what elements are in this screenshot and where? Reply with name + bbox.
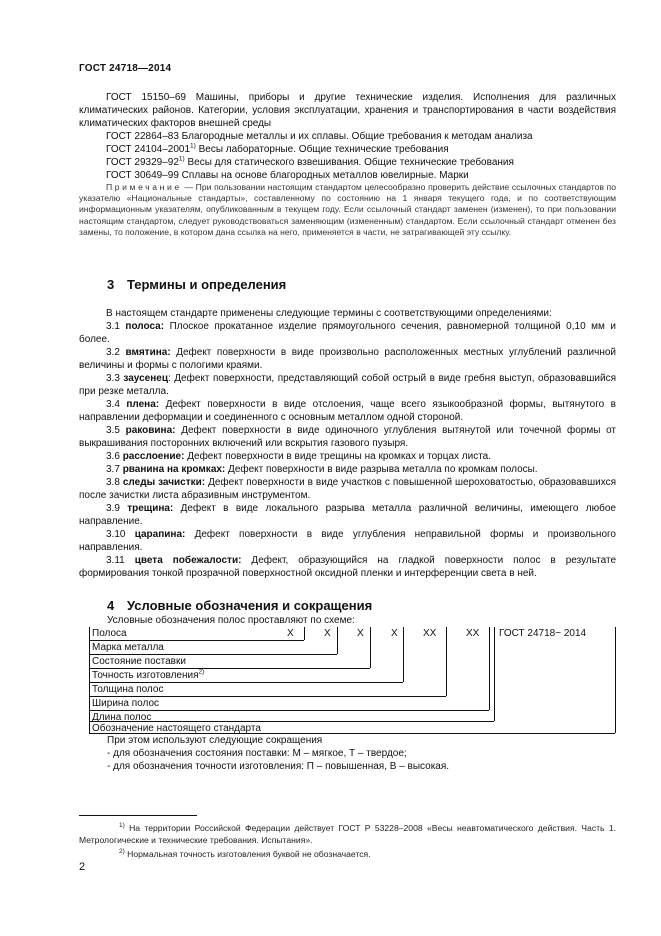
section-4-heading: 4 Условные обозначения и сокращения	[107, 598, 373, 613]
section-3-intro: В настоящем стандарте применены следующие термины с соответствующими определениями:	[106, 308, 552, 319]
document-header: ГОСТ 24718—2014	[79, 63, 172, 74]
scheme-row-width: Ширина полос	[92, 698, 160, 709]
scheme-row-accuracy: Точность изготовления$^{2)}$	[92, 668, 205, 681]
section-4-intro: Условные обозначения полос проставляют по схеме:	[107, 615, 355, 626]
note-paragraph: Примечание — При пользовании настоящим стандартом целесообразно проверить действие ссылочных стандартов по указателю «Национальные стандарты», составленному по состоянию на 1 января текущего года, и по соответствующим информационным указателям, опубликованным в текущем году. Если ссылочный стандарт заменен (изменен), то при пользовании настоящим стандартом, следует руководствоваться заменяющим (измененным) стандартом. Если ссылочный стандарт отменен без замены, то положение, в котором дана ссылка на него, применяется в части, не затрагивающей эту ссылку.	[79, 182, 616, 237]
reference-gost-22864: ГОСТ 22864–83 Благородные металлы и их сплавы. Общие требования к методам анализа	[106, 131, 533, 142]
scheme-vline-7	[494, 627, 495, 721]
scheme-standard-code: ГОСТ 24718− 2014	[499, 628, 587, 639]
scheme-line-strip	[89, 640, 304, 641]
reference-gost-24104: ГОСТ 24104–2001$^{1)}$ Весы лабораторные. Общие технические требования	[106, 142, 449, 155]
scheme-line-metal-grade	[89, 654, 337, 655]
scheme-left-border	[89, 627, 90, 733]
scheme-line-accuracy	[89, 682, 403, 683]
scheme-vline-2	[337, 627, 338, 654]
scheme-vline-6	[489, 627, 490, 710]
scheme-row-length: Длина полос	[92, 712, 152, 723]
reference-gost-30649: ГОСТ 30649–99 Сплавы на основе благородных металлов ювелирные. Марки	[106, 170, 469, 181]
section-3-heading: 3 Термины и определения	[107, 277, 287, 292]
scheme-code-3: X	[357, 628, 364, 639]
scheme-vline-1	[304, 627, 305, 640]
scheme-code-5: XX	[423, 628, 437, 639]
scheme-vline-5	[446, 627, 447, 696]
term-3-2: 3.2 вмятина: Дефект поверхности в виде произвольно расположенных местных углублений различной величины и формы с пологими краями.	[79, 347, 617, 371]
term-3-1: 3.1 полоса: Плоское прокатанное изделие прямоугольного сечения, равномерной толщиной 0,10 мм и более.	[79, 321, 616, 345]
scheme-right-border	[615, 627, 616, 733]
scheme-line-thickness	[89, 696, 446, 697]
term-3-9: 3.9 трещина: Дефект в виде локального разрыва металла различной величины, имеющего любое направление.	[79, 503, 616, 527]
term-3-5: 3.5 раковина: Дефект поверхности в виде одиночного углубления вытянутой или точечной формы от выкрашивания посторонних включений или вскрытия газового пузыря.	[79, 425, 616, 449]
scheme-line-width	[89, 710, 489, 711]
scheme-row-standard: Обозначение настоящего стандарта	[92, 723, 261, 734]
footnote-1: $^{1)}$ На территории Российской Федерации действует ГОСТ Р 53228–2008 «Весы неавтоматического действия. Часть 1. Метрологические и технические требования. Испытания».	[79, 822, 616, 845]
abbreviations-intro: При этом используют следующие сокращения	[107, 735, 323, 746]
reference-gost-29329: ГОСТ 29329–92$^{1)}$ Весы для статического взвешивания. Общие технические требования	[106, 155, 514, 168]
scheme-code-2: X	[324, 628, 331, 639]
term-3-7: 3.7 рванина на кромках: Дефект поверхности в виде разрыва металла по кромкам полосы.	[106, 464, 538, 475]
term-3-3: 3.3 заусенец: Дефект поверхности, представляющий собой острый в виде гребня выступ, образовавшийся при резке металла.	[79, 373, 616, 397]
term-3-11: 3.11 цвета побежалости: Дефект, образующийся на гладкой поверхности полос в результате формирования тонкой прозрачной поверхностной оксидной пленки и интерференции света в ней.	[79, 555, 617, 579]
scheme-row-delivery-state: Состояние поставки	[92, 656, 186, 667]
footnote-2: $^{2)}$ Нормальная точность изготовления буквой не обозначается.	[119, 848, 371, 859]
footnote-separator	[79, 815, 197, 816]
scheme-code-6: XX	[466, 628, 480, 639]
term-3-6: 3.6 расслоение: Дефект поверхности в виде трещины на кромках и торцах листа.	[106, 451, 492, 462]
scheme-row-thickness: Толщина полос	[92, 684, 164, 695]
scheme-row-metal-grade: Марка металла	[92, 642, 164, 653]
abbreviation-accuracy: - для обозначения точности изготовления: П – повышенная, В – высокая.	[107, 761, 450, 772]
scheme-vline-3	[370, 627, 371, 668]
term-3-4: 3.4 плена: Дефект поверхности в виде отслоения, чаще всего языкообразной формы, вытянутого в направлении деформации и соединенного с основным металлом одной стороной.	[79, 399, 616, 423]
scheme-vline-4	[403, 627, 404, 682]
scheme-row-strip: Полоса	[92, 628, 127, 639]
scheme-line-delivery-state	[89, 668, 370, 669]
term-3-10: 3.10 царапина: Дефект поверхности в виде углубления неправильной формы и произвольного направления.	[79, 529, 616, 553]
scheme-line-length	[89, 721, 494, 722]
term-3-8: 3.8 следы зачистки: Дефект поверхности в виде участков с повышенной шероховатостью, образовавшихся после зачистки листа абразивным инструментом.	[79, 477, 616, 501]
scheme-code-1: X	[287, 628, 294, 639]
abbreviation-delivery-state: - для обозначения состояния поставки: М – мягкое, Т – твердое;	[107, 748, 407, 759]
page-number: 2	[79, 861, 86, 873]
scheme-code-4: X	[391, 628, 398, 639]
reference-gost-15150: ГОСТ 15150–69 Машины, приборы и другие технические изделия. Исполнения для различных климатических районов. Категории, условия эксплуатации, хранения и транспортирования в части воздействия климатических факторов внешней среды	[79, 92, 616, 129]
